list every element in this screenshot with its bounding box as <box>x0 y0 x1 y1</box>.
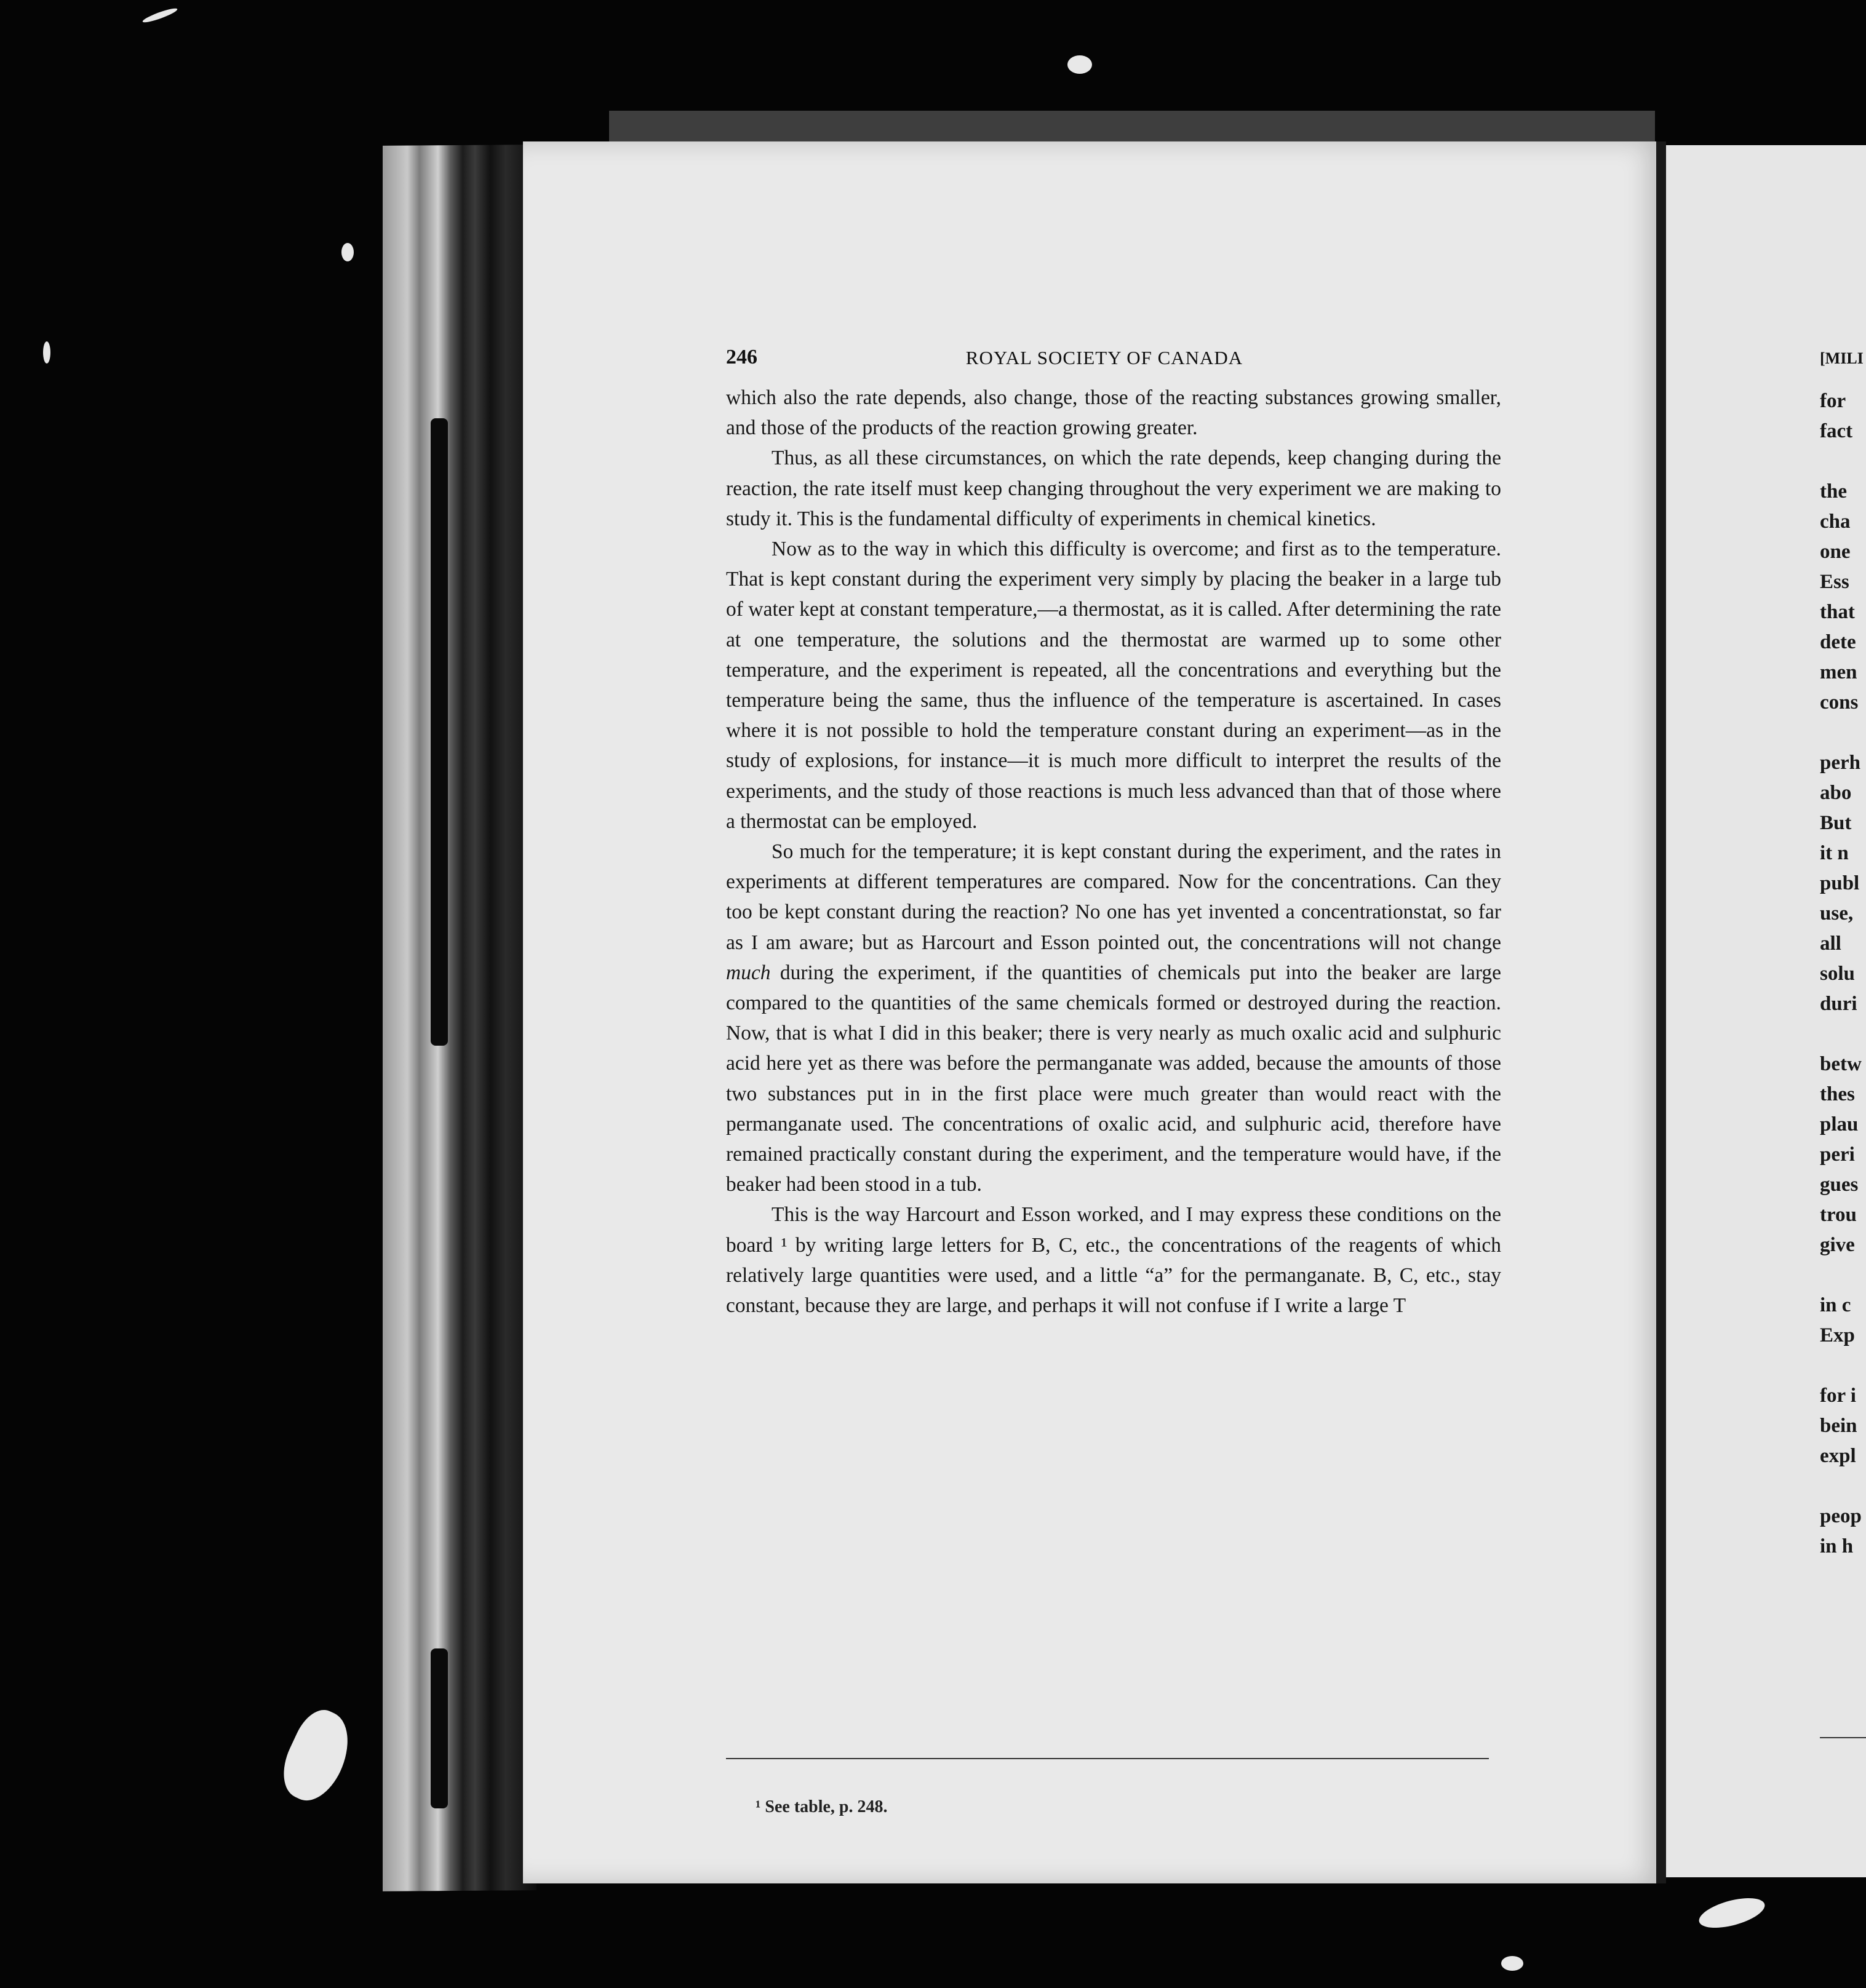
binding-shadow <box>431 418 448 1046</box>
line-fragment: give <box>1820 1234 1855 1256</box>
dust-speck <box>142 6 178 25</box>
line-fragment: use, <box>1820 902 1854 924</box>
line-fragment: men <box>1820 661 1857 683</box>
line-fragment: betw <box>1820 1053 1862 1075</box>
right-page-text <box>1820 386 1866 1562</box>
paragraph: Thus, as all these circumstances, on which the rate depends, keep changing during the reaction, the rate itself must keep changing throughout the very experiment we are making to study it. This is the fundamental difficulty of experiments in chemical kinetics. <box>726 447 1501 530</box>
line-fragment <box>1820 1471 1866 1501</box>
footnote-rule <box>1820 1737 1866 1738</box>
line-fragment: cha <box>1820 511 1851 533</box>
dust-speck <box>341 243 354 261</box>
page-number: 246 <box>726 346 757 368</box>
paragraph: which also the rate depends, also change, those of the reacting substances growing smaller, and those of the products of the reaction growing greater. <box>726 386 1501 440</box>
footnote: ¹ See table, p. 248. <box>756 1797 888 1816</box>
line-fragment: for <box>1820 390 1846 412</box>
book-gutter <box>1656 141 1666 1883</box>
line-fragment: all <box>1820 932 1841 955</box>
running-head-fragment: [MILI <box>1820 349 1864 367</box>
dust-speck <box>1067 55 1092 74</box>
binding-shadow <box>431 1648 448 1808</box>
line-fragment: cons <box>1820 691 1859 714</box>
line-fragment: Ess <box>1820 571 1849 593</box>
paragraph: This is the way Harcourt and Esson worked, and I may express these conditions on the board ¹ by writing large letters for B, C, etc., the concentrations of the reagents of which relatively large quantities were used, and a little “a” for the permanganate. B, C, etc., stay constant, because they are large, and perhaps it will not confuse if I write a large T <box>726 1203 1501 1318</box>
dust-speck <box>43 341 50 364</box>
line-fragment <box>1820 1019 1866 1049</box>
line-fragment: it n <box>1820 842 1849 864</box>
line-fragment: peop <box>1820 1505 1862 1527</box>
footnote-rule <box>726 1758 1489 1759</box>
line-fragment <box>1820 718 1866 748</box>
right-page <box>1666 145 1866 1877</box>
paragraph-text: So much for the temperature; it is kept constant during the experiment, and the rates in experiments at different temperatures are compared. Now for the concentrations. Can they too be kept constant during the reaction? No one has yet invented a concentrationstat, so far as I am aware; but as Harcourt and Esson pointed out, the concentrations will not change <box>726 840 1501 954</box>
line-fragment: for i <box>1820 1385 1856 1407</box>
running-head <box>726 346 1483 383</box>
line-fragment <box>1820 447 1866 477</box>
line-fragment: thes <box>1820 1083 1855 1105</box>
line-fragment: But <box>1820 812 1852 834</box>
line-fragment: trou <box>1820 1204 1857 1226</box>
line-fragment: that <box>1820 601 1855 623</box>
paragraph: Now as to the way in which this difficulty is overcome; and first as to the temperature. That is kept constant during the experiment very simply by placing the beaker in a large tub of water kept at constant temperature,—a thermostat, as it is called. After determining the rate at one temperature, the solutions and the thermostat are warmed up to some other temperature, and the experiment is repeated, all the concentrations and everything but the temperature being the same, thus the influence of the temperature is ascertained. In cases where it is not possible to hold the temperature constant during an experiment—as in the study of explosions, for instance—it is much more difficult to interpret the results of the experiments, and the study of those reactions is much less advanced than that of those where a thermostat can be employed. <box>726 538 1501 833</box>
line-fragment: Exp <box>1820 1324 1855 1346</box>
line-fragment: duri <box>1820 993 1857 1015</box>
line-fragment: perh <box>1820 752 1860 774</box>
paragraph-text: during the experiment, if the quantities of chemicals put into the beaker are large compared to the quantities of the same chemicals formed or destroyed during the reaction. Now, that is what I did in this beaker; there is very nearly as much oxalic acid and sulphuric acid here yet as there was before the permanganate was added, because the amounts of those two substances put in in the first place were much greater than would react with the permanganate used. The concentrations of oxalic acid, and sulphuric acid, therefore have remained practically constant during the experiment, and the temperature would have, if the beaker had been stood in a tub. <box>726 961 1501 1196</box>
running-title: ROYAL SOCIETY OF CANADA <box>965 347 1243 368</box>
line-fragment: in c <box>1820 1294 1851 1316</box>
line-fragment: expl <box>1820 1445 1856 1467</box>
emphasis: much <box>726 961 771 984</box>
line-fragment: plau <box>1820 1113 1859 1135</box>
left-page <box>523 141 1666 1883</box>
line-fragment: peri <box>1820 1143 1855 1166</box>
line-fragment: abo <box>1820 782 1852 804</box>
line-fragment: dete <box>1820 631 1856 653</box>
body-text <box>726 383 1501 1321</box>
paragraph <box>726 837 1501 1199</box>
dust-speck <box>273 1703 362 1810</box>
line-fragment: bein <box>1820 1415 1857 1437</box>
dust-speck <box>1501 1956 1523 1971</box>
line-fragment: gues <box>1820 1174 1859 1196</box>
line-fragment: in h <box>1820 1535 1854 1557</box>
line-fragment <box>1820 1260 1866 1290</box>
line-fragment: solu <box>1820 963 1855 985</box>
page-edges <box>383 145 536 1891</box>
line-fragment <box>1820 1351 1866 1381</box>
line-fragment: publ <box>1820 872 1860 894</box>
dust-speck <box>1696 1892 1768 1933</box>
line-fragment: one <box>1820 541 1851 563</box>
line-fragment: fact <box>1820 420 1853 442</box>
line-fragment: the <box>1820 480 1847 503</box>
